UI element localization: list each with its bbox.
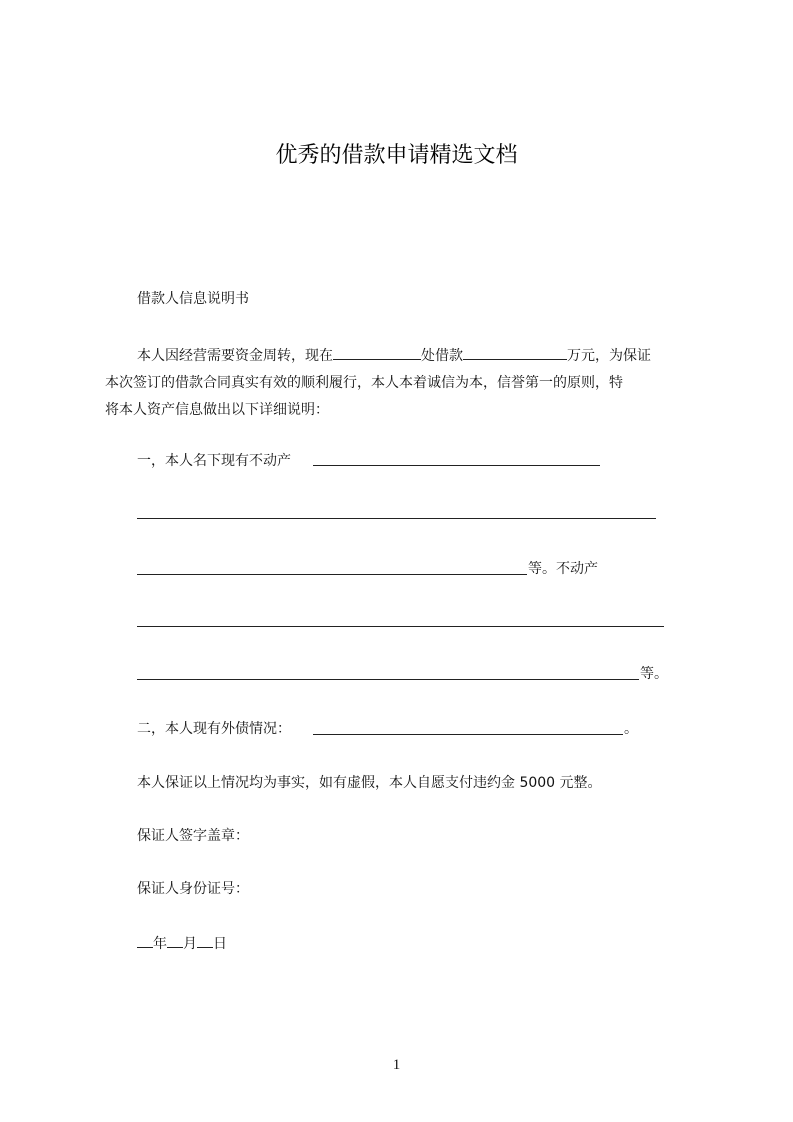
- month-label: 月: [183, 936, 197, 952]
- year-blank[interactable]: [137, 932, 153, 948]
- day-label: 日: [213, 936, 227, 952]
- real-estate-blank-2[interactable]: [137, 518, 656, 519]
- debt-blank[interactable]: [313, 734, 623, 735]
- intro-text-a: 本人因经营需要资金周转，现在: [137, 348, 333, 364]
- lender-name-blank[interactable]: [333, 344, 421, 360]
- signature-label: 保证人签字盖章：: [137, 828, 249, 844]
- real-estate-etc-end: 等。: [640, 666, 668, 682]
- section-heading: 借款人信息说明书: [137, 291, 249, 307]
- intro-text-b: 处借款: [421, 348, 463, 364]
- date-line: [137, 932, 227, 954]
- day-blank[interactable]: [197, 932, 213, 948]
- debt-label: 二，本人现有外债情况：: [137, 721, 291, 737]
- intro-line-3: 将本人资产信息做出以下详细说明：: [105, 402, 329, 418]
- guarantee-statement: 本人保证以上情况均为事实，如有虚假，本人自愿支付违约金 5000 元整。: [137, 775, 602, 791]
- real-estate-blank-4[interactable]: [137, 626, 664, 627]
- id-number-label: 保证人身份证号：: [137, 881, 249, 897]
- document-title: 优秀的借款申请精选文档: [275, 143, 518, 168]
- loan-amount-blank[interactable]: [463, 344, 567, 360]
- real-estate-blank-1[interactable]: [313, 465, 600, 466]
- real-estate-etc-label: 等。不动产: [528, 561, 598, 577]
- intro-line-2: 本次签订的借款合同真实有效的顺利履行，本人本着诚信为本，信誉第一的原则，特: [105, 375, 623, 391]
- real-estate-label: 一，本人名下现有不动产: [137, 453, 291, 469]
- page-number: 1: [392, 1057, 401, 1073]
- debt-period: 。: [624, 721, 638, 737]
- month-blank[interactable]: [167, 932, 183, 948]
- intro-line-1: [137, 344, 651, 366]
- year-label: 年: [153, 936, 167, 952]
- real-estate-blank-3[interactable]: [137, 574, 527, 575]
- real-estate-blank-5[interactable]: [137, 679, 639, 680]
- intro-text-c: 万元，为保证: [567, 348, 651, 364]
